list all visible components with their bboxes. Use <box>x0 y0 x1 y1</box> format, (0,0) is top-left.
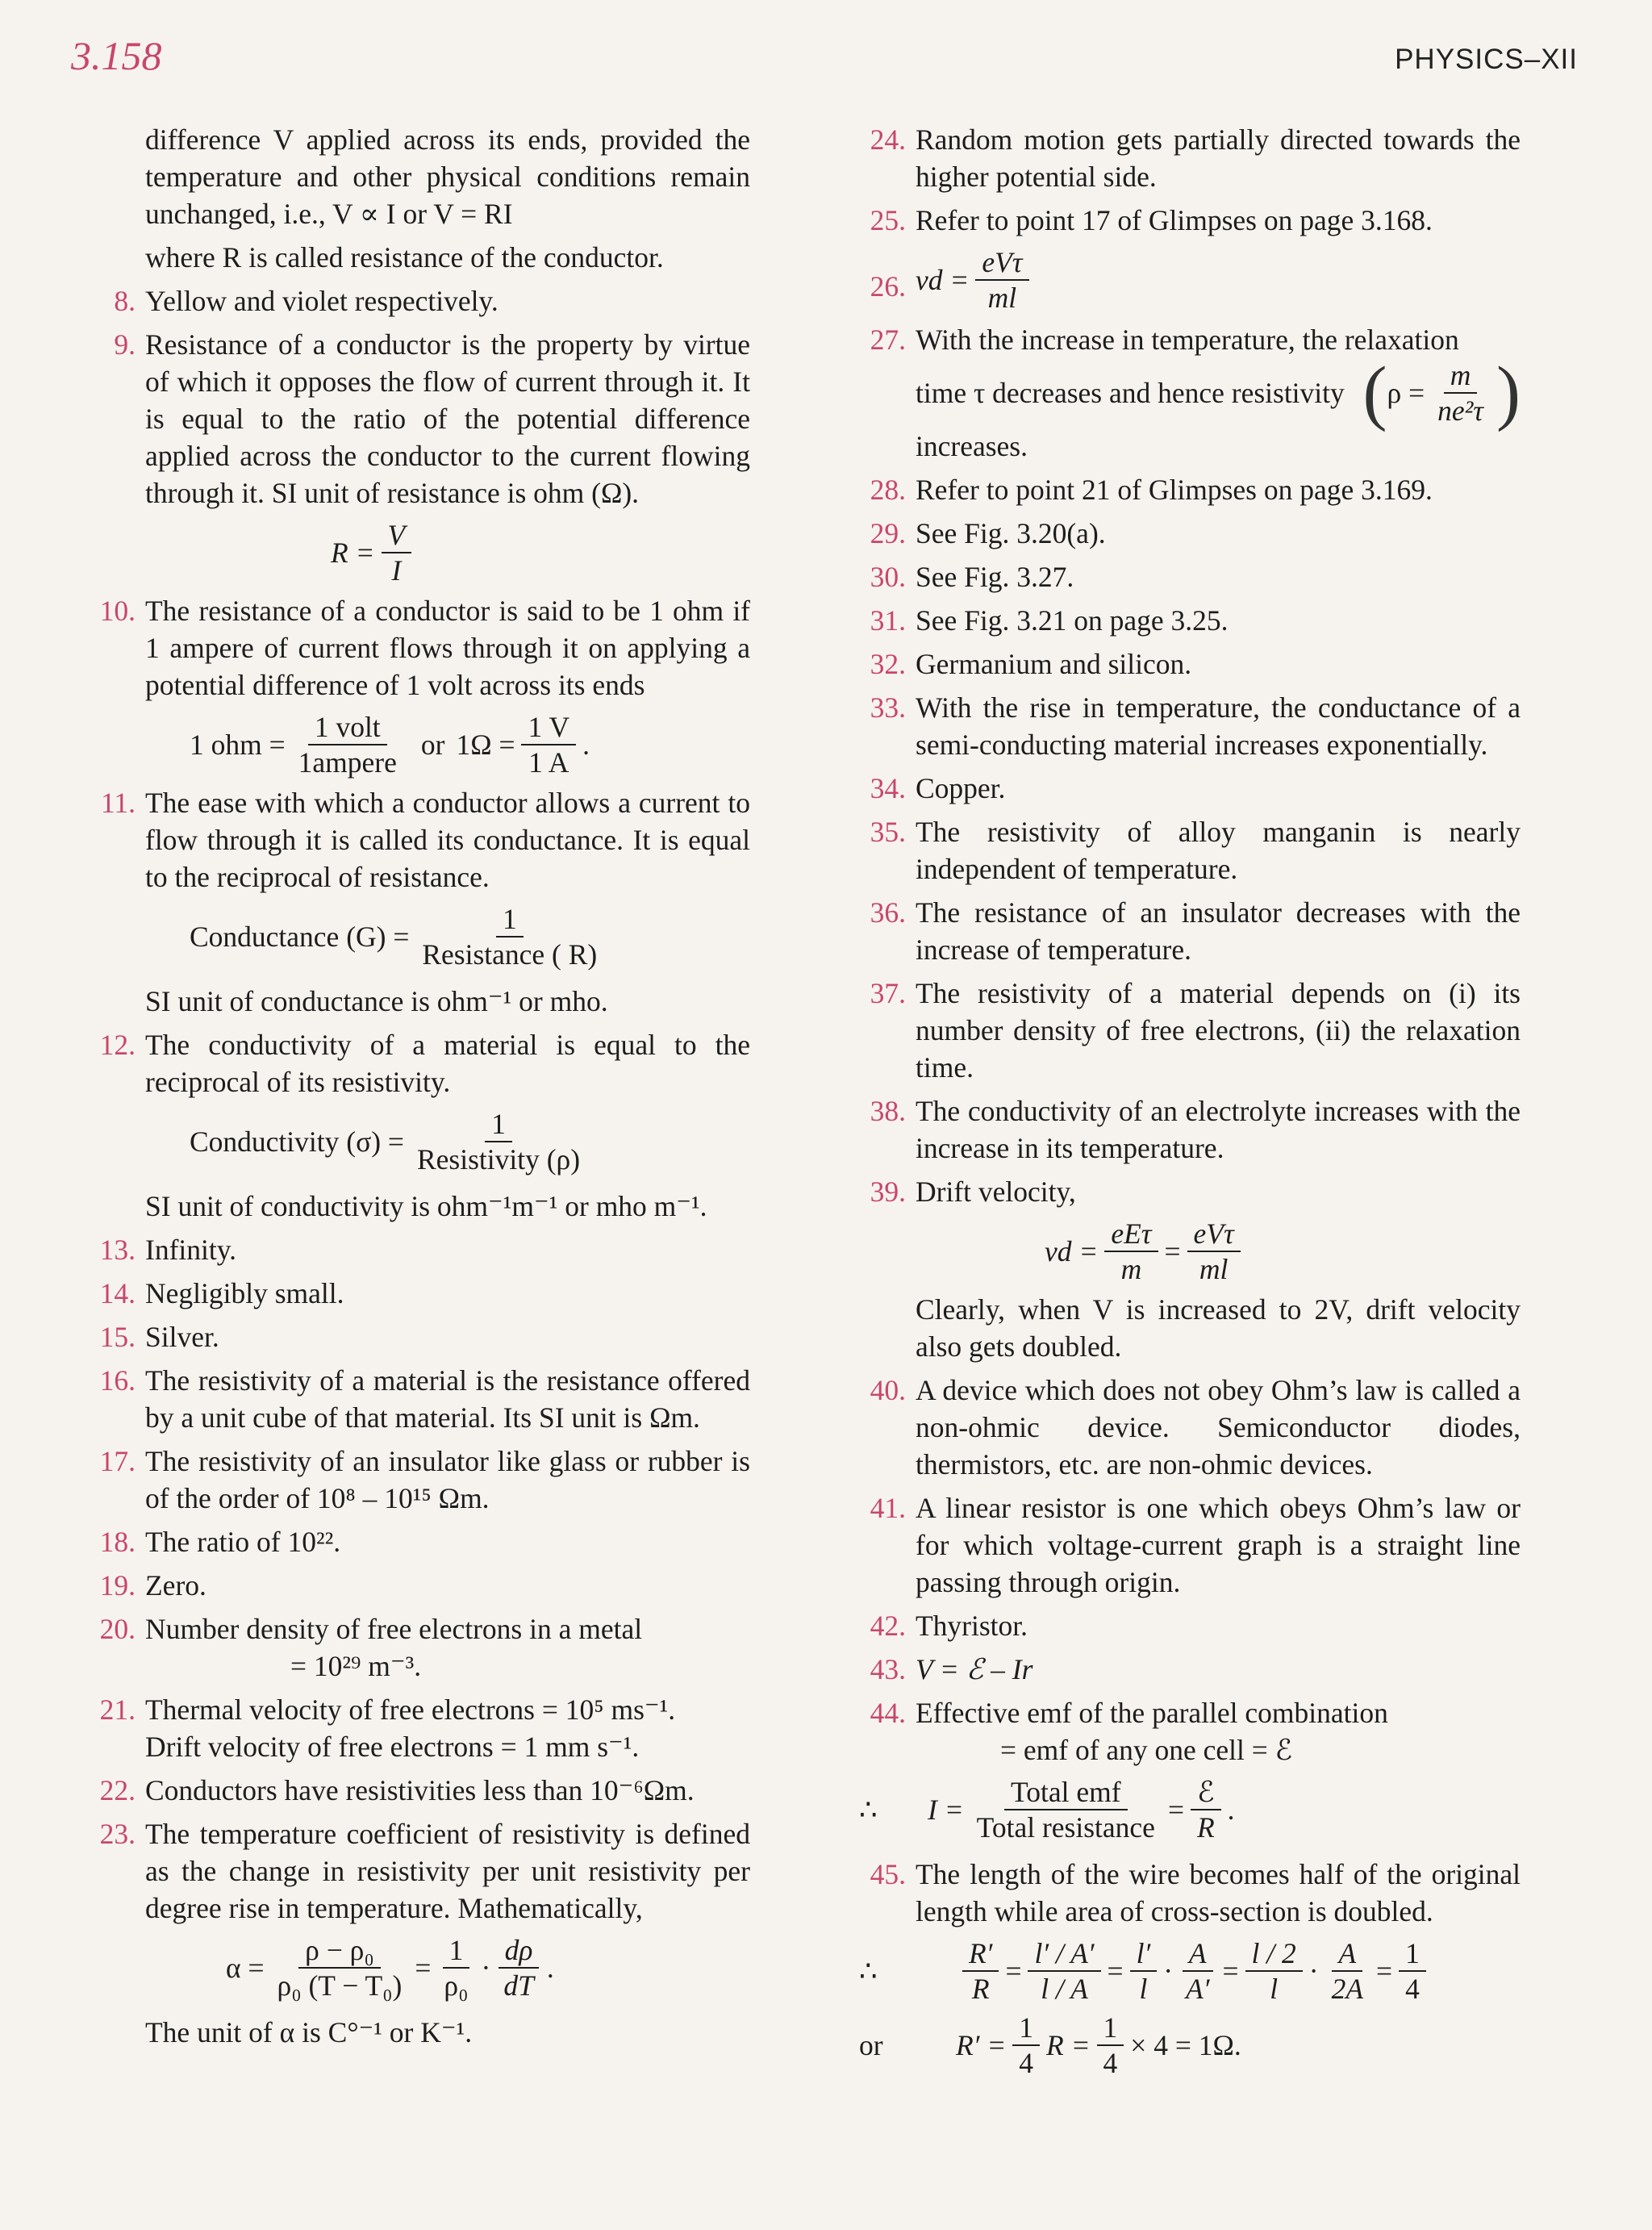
equation-resistance: R = $\frac{V}{I}$ <box>89 518 750 587</box>
answer-17: 17. The resistivity of an insulator like glass or rubber is of the order of 10⁸ – 10¹⁵ Ωm. <box>99 1445 750 1514</box>
answer-39: 39. Drift velocity, <box>870 1176 1076 1208</box>
answer-31: 31. See Fig. 3.21 on page 3.25. <box>870 604 1229 637</box>
equation-temp-coefficient: α = $\frac{\text{ρ − ρ₀}}{\text{ρ₀ (T − T₀)}}$ = $\frac{1}{\text{ρ₀}}$ · $\frac{d\rho}{dT}$ . <box>226 1934 554 2002</box>
answer-7-note: where R is called resistance of the conductor. <box>145 241 664 274</box>
answer-11-unit: SI unit of conductance is ohm⁻¹ or mho. <box>145 985 608 1017</box>
answer-28: 28. Refer to point 21 of Glimpses on page 3.169. <box>870 474 1433 506</box>
equation-conductivity: Conductivity (σ) = $\frac{1}{\text{Resistivity (ρ)}}$ <box>190 1108 581 1176</box>
answer-23: 23. The temperature coefficient of resistivity is defined as the change in resistivity per unit resistivity per degree rise in temperature. Mathematically, <box>99 1818 750 1924</box>
answer-15: 15. Silver. <box>99 1321 219 1353</box>
answer-38: 38. The conductivity of an electrolyte increases with the increase in its temperature. <box>870 1095 1521 1164</box>
answer-18: 18. The ratio of 10²². <box>99 1526 341 1558</box>
answer-24: 24. Random motion gets partially directed towards the higher potential side. <box>870 123 1521 193</box>
answer-10: 10. The resistance of a conductor is said to be 1 ohm if 1 ampere of current flows through it on applying a potential difference of 1 volt across its ends <box>99 595 750 701</box>
answer-8: 8. Yellow and violet respectively. <box>114 285 499 317</box>
answer-44: 44. Effective emf of the parallel combination = emf of any one cell = ℰ <box>870 1697 1388 1766</box>
equation-new-resistance: or R′ = $\frac{1}{4}$ R = $\frac{1}{4}$ × 4 = 1Ω. <box>859 2011 1241 2079</box>
answer-36: 36. The resistance of an insulator decreases with the increase of temperature. <box>870 896 1521 966</box>
answer-39-note: Clearly, when V is increased to 2V, drift velocity also gets doubled. <box>916 1293 1521 1363</box>
answer-21: 21. Thermal velocity of free electrons = 10⁵ ms⁻¹. Drift velocity of free electrons = 1 mm s⁻¹. <box>99 1693 676 1763</box>
equation-drift-velocity: vd = $\frac{\text{eEτ}}{m}$ = $\frac{\text{eVτ}}{ml}$ <box>859 1217 1521 1286</box>
answer-25: 25. Refer to point 17 of Glimpses on page 3.168. <box>870 204 1433 236</box>
equation-conductance: Conductance (G) = $\frac{1}{\text{Resistance ( R)}}$ <box>190 903 598 971</box>
answer-23-unit: The unit of α is C°⁻¹ or K⁻¹. <box>145 2016 473 2048</box>
answer-16: 16. The resistivity of a material is the resistance offered by a unit cube of that material. Its SI unit is Ωm. <box>99 1364 750 1434</box>
right-column <box>859 121 1521 2085</box>
answer-13: 13. Infinity. <box>99 1234 237 1266</box>
answer-43: 43. V = ℰ – Ir <box>870 1653 1033 1685</box>
answer-12: 12. The conductivity of a material is equal to the reciprocal of its resistivity. <box>99 1029 750 1098</box>
page-number: 3.158 <box>71 33 162 78</box>
answer-27: 27. With the increase in temperature, the relaxation time τ decreases and hence resistivity ( ρ = $\frac{m}{\text{ne²τ}}$ ) increases. <box>870 324 1521 462</box>
answer-12-unit: SI unit of conductivity is ohm⁻¹m⁻¹ or mho m⁻¹. <box>145 1190 707 1222</box>
running-head: PHYSICS–XII <box>1395 44 1578 75</box>
answer-14: 14. Negligibly small. <box>99 1277 344 1309</box>
answer-41: 41. A linear resistor is one which obeys Ohm’s law or for which voltage-current graph is a straight line passing through origin. <box>870 1492 1521 1598</box>
answer-45: 45. The length of the wire becomes half of the original length while area of cross-section is doubled. <box>870 1858 1521 1927</box>
answer-29: 29. See Fig. 3.20(a). <box>870 517 1106 549</box>
answer-11: 11. The ease with which a conductor allows a current to flow through it is called its conductance. It is equal to the reciprocal of resistance. <box>100 787 750 893</box>
left-column <box>89 121 750 2057</box>
answer-33: 33. With the rise in temperature, the conductance of a semi-conducting material increases exponentially. <box>870 691 1521 761</box>
answer-26: 26. vd = $\frac{\text{eVτ}}{ml}$ <box>859 245 1521 315</box>
equation-resistance-ratio: ∴ $\frac{R'}{R}$ = $\frac{l' / A'}{l / A}$ = $\frac{l'}{l}$ · $\frac{A}{A'}$ = $\frac{l / 2}{l}$ · $\frac{A}{2A}$ = $\frac{1}{4}$ <box>859 1936 1521 2006</box>
answer-20: 20. Number density of free electrons in a metal = 10²⁹ m⁻³. <box>99 1613 643 1682</box>
answer-34: 34. Copper. <box>870 772 1006 804</box>
answer-30: 30. See Fig. 3.27. <box>870 561 1074 593</box>
answer-9: 9. Resistance of a conductor is the property by virtue of which it opposes the flow of current through it. It is equal to the ratio of the potential difference applied across the conductor to the current flowing through it. SI unit of resistance is ohm (Ω). <box>114 328 750 509</box>
answer-7-continued: difference V applied across its ends, provided the temperature and other physical conditions remain unchanged, i.e., V ∝ I or V = RI <box>145 123 750 230</box>
answer-22: 22. Conductors have resistivities less than 10⁻⁶Ωm. <box>99 1774 695 1806</box>
answer-19: 19. Zero. <box>99 1569 206 1602</box>
answer-37: 37. The resistivity of a material depends on (i) its number density of free electrons, (ii) the relaxation time. <box>870 977 1521 1084</box>
answer-42: 42. Thyristor. <box>870 1610 1028 1642</box>
answer-35: 35. The resistivity of alloy manganin is nearly independent of temperature. <box>870 816 1521 885</box>
answer-40: 40. A device which does not obey Ohm’s law is called a non-ohmic device. Semiconductor diodes, thermistors, etc. are non-ohmic devices. <box>870 1374 1521 1480</box>
equation-current: ∴ I = $\frac{\text{Total emf}}{\text{Total resistance}}$ = $\frac{\text{ℰ}}{R}$ . <box>859 1776 1235 1844</box>
answer-32: 32. Germanium and silicon. <box>870 648 1192 680</box>
equation-ohm: 1 ohm = $\frac{\text{1 volt}}{\text{1ampere}}$ or 1Ω = $\frac{1 V}{1 A}$ . <box>190 711 590 779</box>
